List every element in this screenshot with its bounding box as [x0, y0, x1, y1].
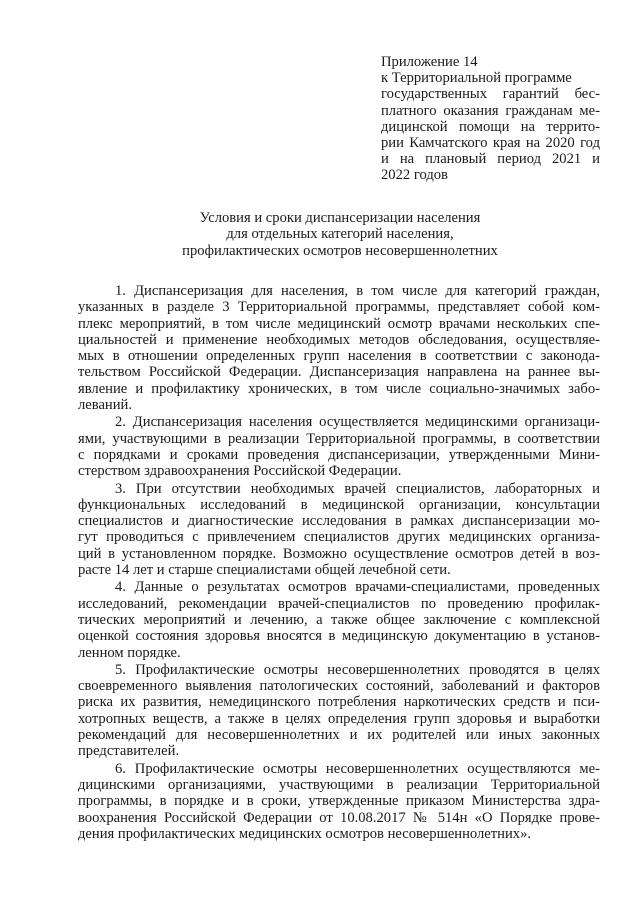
paragraph-line: леваний. — [78, 397, 133, 414]
paragraph-line: тельством Российской Федерации. Диспансеризация направлена на раннее вы- — [78, 364, 600, 381]
appendix-line: и на плановый период 2021 и — [381, 151, 600, 168]
paragraph-3 — [78, 481, 600, 579]
appendix-line: Приложение 14 — [381, 54, 478, 70]
paragraph-6 — [78, 761, 600, 842]
paragraph-line: ций в установленном порядке. Возможно осуществление осмотров детей в воз- — [78, 545, 600, 562]
document-body — [78, 283, 600, 843]
paragraph-line: 3. При отсутствии необходимых врачей специалистов, лабораторных и — [115, 480, 600, 497]
paragraph-line: функциональных исследований в медицинской организации, консультации — [78, 496, 600, 513]
appendix-line: к Территориальной программе — [381, 70, 572, 87]
paragraph-line: рекомендаций для несовершеннолетних и их родителей или иных законных — [78, 727, 600, 744]
paragraph-line: оценкой состояния здоровья вносятся в медицинскую документацию в установ- — [78, 628, 600, 645]
paragraph-5 — [78, 662, 600, 760]
paragraph-line: своевременного выявления патологических состояний, заболеваний и факторов — [78, 678, 600, 695]
appendix-header — [381, 54, 600, 184]
paragraph-line: 4. Данные о результатах осмотров врачами-специалистами, проведенных — [115, 579, 600, 596]
appendix-line: 2022 годов — [381, 167, 448, 184]
paragraph-line: программы, в порядке и в сроки, утвержденные приказом Министерства здра- — [78, 793, 600, 810]
paragraph-line: мых в отношении определенных групп населения в соответствии с законода- — [78, 348, 600, 365]
paragraph-line: хотропных веществ, а также в целях определения групп здоровья и выработки — [78, 710, 600, 727]
title-line: Условия и сроки диспансеризации населения — [199, 210, 481, 226]
appendix-line: рии Камчатского края на 2020 год — [381, 135, 600, 152]
paragraph-line: ями, участвующими в реализации Территориальной программы, в соответствии — [78, 430, 600, 447]
paragraph-line: исследований, рекомендации врачей-специалистов по проведению профилак- — [78, 595, 600, 612]
paragraph-line: явление и профилактику хронических, в том числе социально-значимых забо- — [78, 380, 600, 397]
title-line: для отдельных категорий населения, — [226, 226, 454, 243]
paragraph-line: указанных в разделе 3 Территориальной программы, представляет собой ком- — [78, 299, 600, 316]
paragraph-line: специалистов и диагностические исследования в рамках диспансеризации мо- — [78, 513, 600, 530]
paragraph-4 — [78, 579, 600, 660]
paragraph-line: 2. Диспансеризация населения осуществляется медицинскими организаци- — [115, 414, 600, 431]
paragraph-line: воохранения Российской Федерации от 10.08.2017 № 514н «О Порядке прове- — [78, 809, 600, 826]
appendix-line: дицинской помощи на террито- — [381, 118, 600, 135]
paragraph-line: тических мероприятий и лечению, а также общее заключение с комплексной — [78, 611, 600, 628]
paragraph-line: дицинскими организациями, участвующими в реализации Территориальной — [78, 776, 600, 793]
paragraph-line: циальностей и применение необходимых методов обследования, осуществляе- — [78, 331, 600, 348]
paragraph-2 — [78, 414, 600, 479]
appendix-line: государственных гарантий бес- — [381, 86, 600, 103]
document-title — [100, 210, 580, 259]
paragraph-line: представителей. — [78, 743, 180, 760]
paragraph-line: 6. Профилактические осмотры несовершеннолетних осуществляются ме- — [115, 760, 600, 777]
paragraph-line: гут проводиться с привлечением специалистов других медицинских организа- — [78, 529, 600, 546]
title-line: профилактических осмотров несовершеннолетних — [182, 242, 498, 259]
appendix-line: платного оказания гражданам ме- — [381, 102, 600, 119]
paragraph-line: с порядками и сроками проведения диспансеризации, утвержденными Мини- — [78, 446, 600, 463]
paragraph-1 — [78, 283, 600, 413]
paragraph-line: ленном порядке. — [78, 644, 181, 661]
paragraph-line: плекс мероприятий, в том числе медицинский осмотр врачами нескольких спе- — [78, 315, 600, 332]
paragraph-line: 5. Профилактические осмотры несовершеннолетних проводятся в целях — [115, 661, 600, 678]
paragraph-line: 1. Диспансеризация для населения, в том числе для категорий граждан, — [115, 283, 600, 299]
paragraph-line: дения профилактических медицинских осмотров несовершеннолетних». — [78, 825, 532, 842]
paragraph-line: риска их развития, немедицинского потребления наркотических средств и пси- — [78, 694, 600, 711]
paragraph-line: расте 14 лет и старше специалистами общей лечебной сети. — [78, 562, 451, 579]
paragraph-line: стерством здравоохранения Российской Федерации. — [78, 463, 402, 480]
